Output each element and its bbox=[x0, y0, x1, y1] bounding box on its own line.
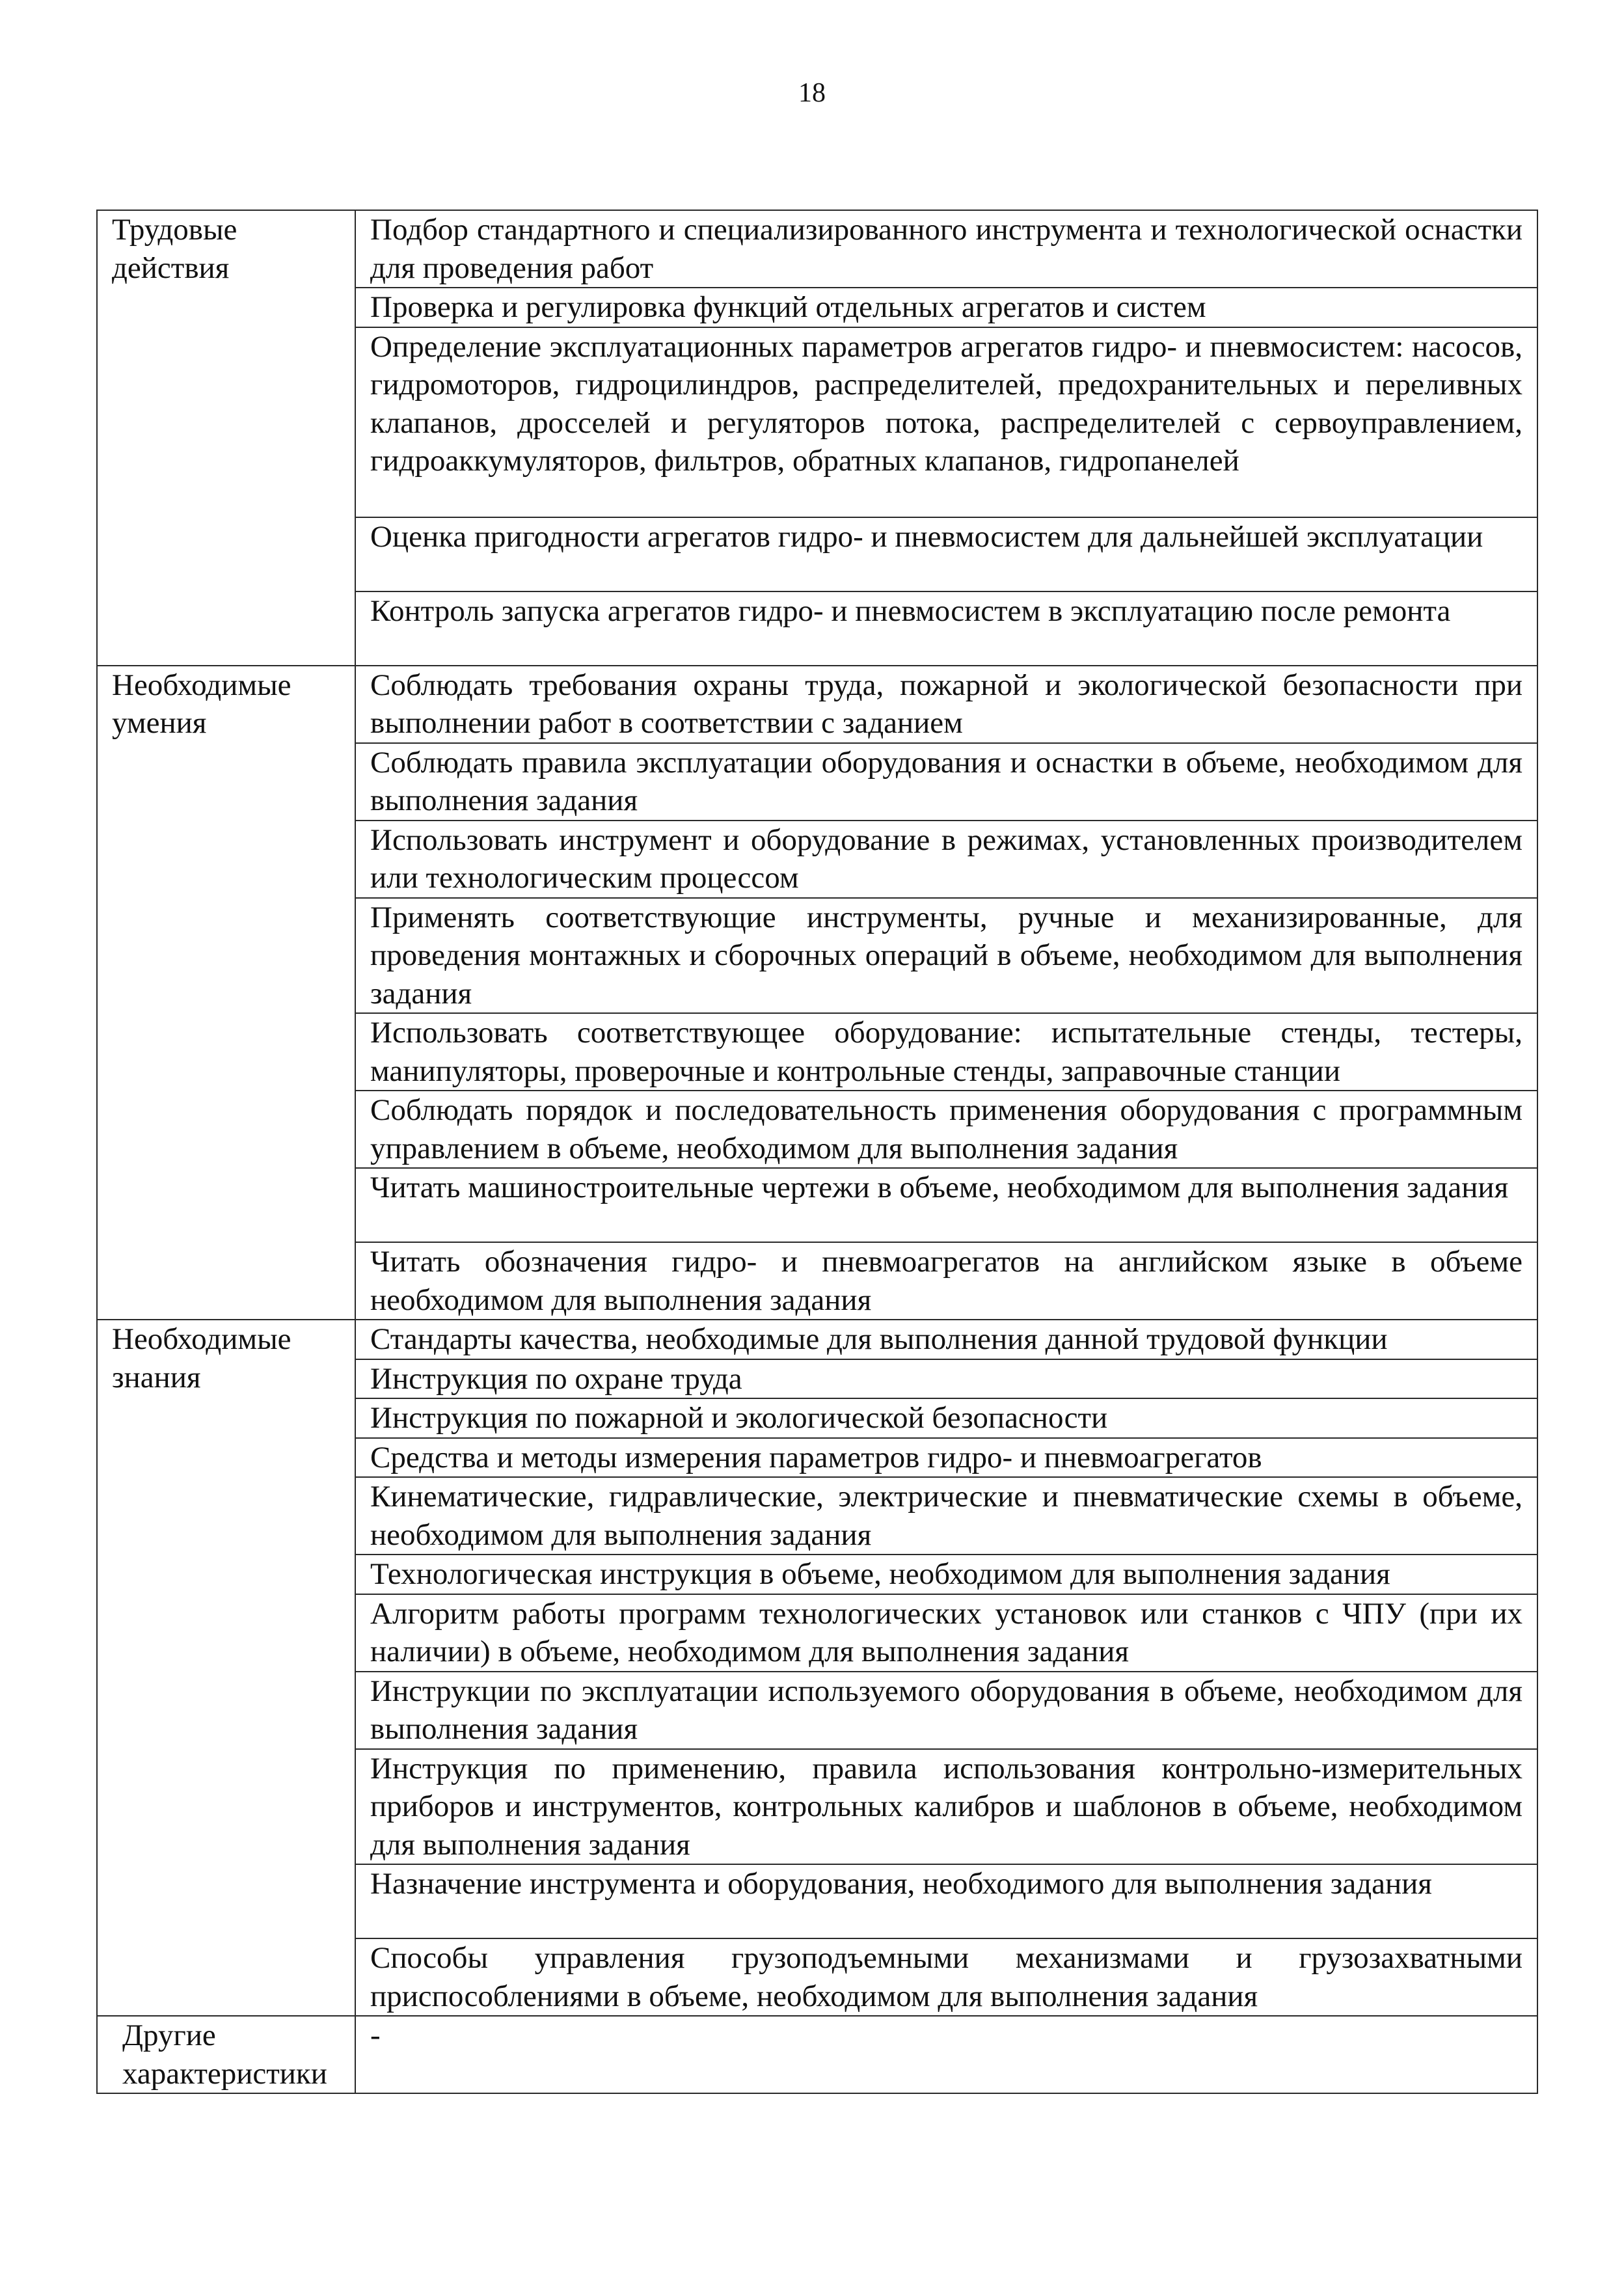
table-cell: Способы управления грузоподъемными механизмами и грузозахватными приспособлениями в объеме, необходимом для выполнения задания bbox=[355, 1938, 1537, 2016]
table-cell: Инструкции по эксплуатации используемого оборудования в объеме, необходимом для выполнения задания bbox=[355, 1672, 1537, 1749]
category-cell-other-characteristics bbox=[97, 2016, 355, 2093]
table-cell: Использовать соответствующее оборудование: испытательные стенды, тестеры, манипуляторы, проверочные и контрольные стенды, заправочные станции bbox=[355, 1013, 1537, 1091]
table-cell: Инструкция по охране труда bbox=[355, 1359, 1537, 1399]
category-cell-required-skills bbox=[97, 666, 355, 1320]
table-row bbox=[97, 210, 1537, 288]
category-label: Трудовые действия bbox=[112, 213, 237, 285]
table-cell: Инструкция по применению, правила использования контрольно-измерительных приборов и инструментов, контрольных калибров и шаблонов в объеме, необходимом для выполнения задания bbox=[355, 1749, 1537, 1865]
table-row bbox=[97, 666, 1537, 743]
table-cell: Назначение инструмента и оборудования, необходимого для выполнения задания bbox=[355, 1864, 1537, 1938]
table-cell: Стандарты качества, необходимые для выполнения данной трудовой функции bbox=[355, 1320, 1537, 1359]
table-cell: Читать обозначения гидро- и пневмоагрегатов на английском языке в объеме необходимом для выполнения задания bbox=[355, 1242, 1537, 1320]
table-cell: Инструкция по пожарной и экологической безопасности bbox=[355, 1398, 1537, 1438]
table-cell: Применять соответствующие инструменты, ручные и механизированные, для проведения монтажных и сборочных операций в объеме, необходимом для выполнения задания bbox=[355, 898, 1537, 1014]
table-cell: Определение эксплуатационных параметров агрегатов гидро- и пневмосистем: насосов, гидромоторов, гидроцилиндров, распределителей, предохранительных и переливных клапанов, дросселей и регуляторов потока, распределителей с сервоуправлением, гидроаккумуляторов, фильтров, обратных клапанов, гидропанелей bbox=[355, 327, 1537, 517]
table-cell: Подбор стандартного и специализированного инструмента и технологической оснастки для проведения работ bbox=[355, 210, 1537, 288]
table-cell: - bbox=[355, 2016, 1537, 2093]
table-cell: Контроль запуска агрегатов гидро- и пневмосистем в эксплуатацию после ремонта bbox=[355, 591, 1537, 666]
category-cell-labor-actions bbox=[97, 210, 355, 666]
table-cell: Алгоритм работы программ технологических установок или станков с ЧПУ (при их наличии) в объеме, необходимом для выполнения задания bbox=[355, 1594, 1537, 1672]
table-cell: Соблюдать порядок и последовательность применения оборудования с программным управлением в объеме, необходимом для выполнения задания bbox=[355, 1091, 1537, 1168]
table-cell: Технологическая инструкция в объеме, необходимом для выполнения задания bbox=[355, 1555, 1537, 1594]
table-cell: Проверка и регулировка функций отдельных агрегатов и систем bbox=[355, 288, 1537, 327]
page-number: 18 bbox=[798, 78, 826, 108]
table-row bbox=[97, 1320, 1537, 1359]
category-cell-required-knowledge bbox=[97, 1320, 355, 2016]
table-cell: Читать машиностроительные чертежи в объеме, необходимом для выполнения задания bbox=[355, 1168, 1537, 1242]
table-cell: Кинематические, гидравлические, электрические и пневматические схемы в объеме, необходимом для выполнения задания bbox=[355, 1477, 1537, 1555]
category-label: Необходимые знания bbox=[112, 1322, 291, 1394]
table-cell: Оценка пригодности агрегатов гидро- и пневмосистем для дальнейшей эксплуатации bbox=[355, 517, 1537, 591]
table-row bbox=[97, 2016, 1537, 2093]
table-cell: Соблюдать требования охраны труда, пожарной и экологической безопасности при выполнении работ в соответствии с заданием bbox=[355, 666, 1537, 743]
competency-table bbox=[96, 210, 1538, 2094]
category-label: Необходимые умения bbox=[112, 668, 291, 740]
table-cell: Соблюдать правила эксплуатации оборудования и оснастки в объеме, необходимом для выполнения задания bbox=[355, 743, 1537, 821]
table-cell: Использовать инструмент и оборудование в режимах, установленных производителем или технологическим процессом bbox=[355, 821, 1537, 898]
table-cell: Средства и методы измерения параметров гидро- и пневмоагрегатов bbox=[355, 1438, 1537, 1478]
category-label: Другие характеристики bbox=[122, 2018, 327, 2091]
